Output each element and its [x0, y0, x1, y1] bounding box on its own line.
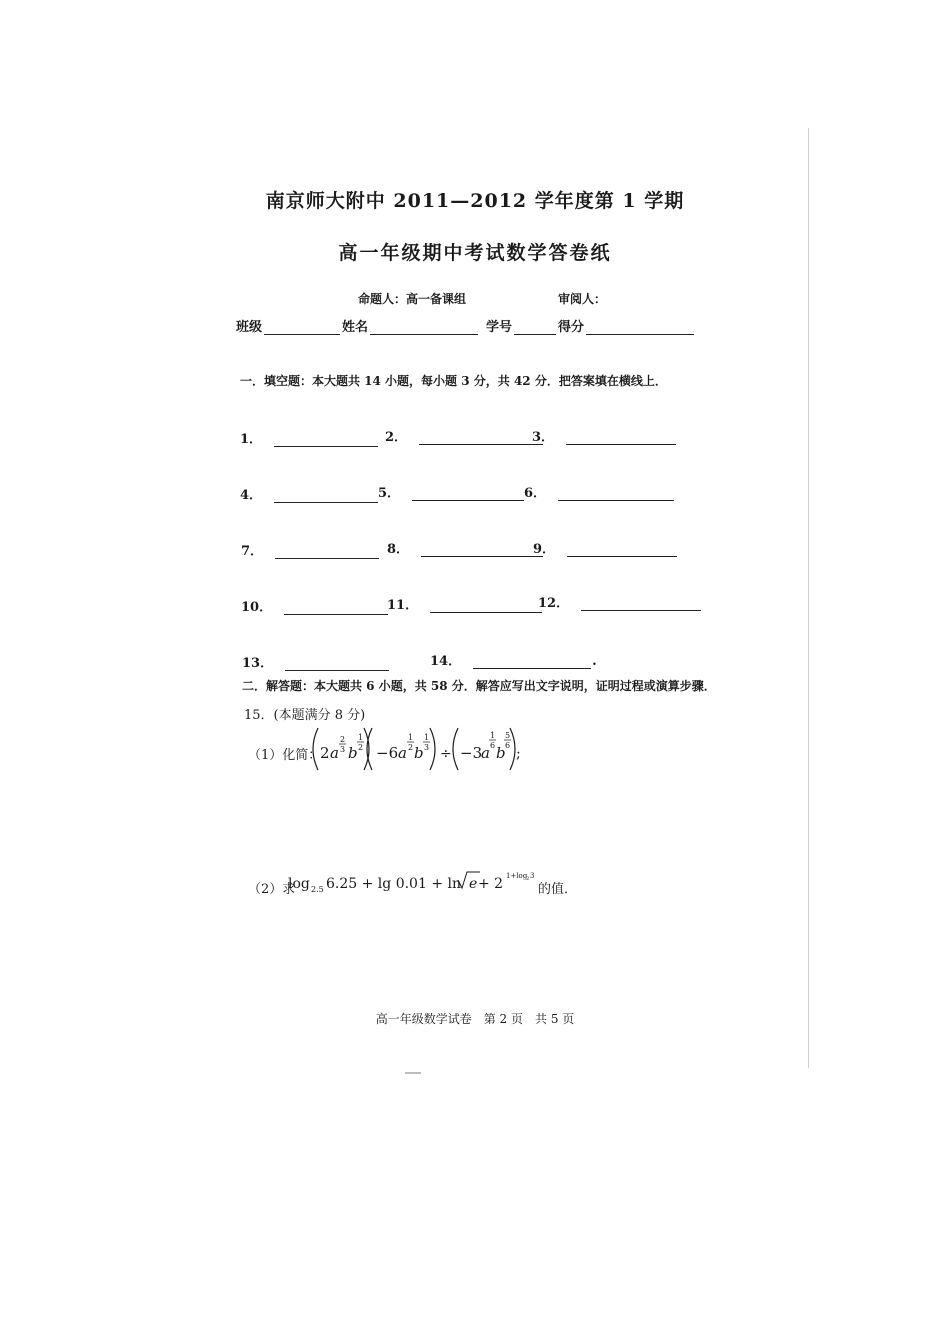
- question-15-part2-label: （2）求: [248, 882, 296, 897]
- answer-item-11: [387, 594, 542, 613]
- answer-number: 5．: [378, 486, 401, 501]
- answer-item-10: [241, 596, 388, 615]
- svg-text:÷: ÷: [440, 746, 452, 762]
- svg-text:;: ;: [516, 746, 521, 762]
- answer-item-9: [533, 538, 677, 557]
- svg-text:2.5: 2.5: [311, 885, 324, 894]
- svg-text:1+log: 1+log: [506, 872, 528, 880]
- answer-number: 9．: [533, 542, 556, 557]
- answer-item-7: [241, 540, 379, 559]
- svg-text:3: 3: [340, 745, 346, 754]
- svg-text:3: 3: [424, 743, 430, 752]
- answer-number: 2．: [385, 430, 408, 445]
- question-15-part2-suffix: 的值．: [538, 882, 578, 897]
- question-15-part1-label: （1）化简：: [248, 748, 322, 763]
- answer-number: 4．: [240, 488, 263, 503]
- answer-item-8: [387, 538, 543, 557]
- q15-part2-power: [478, 866, 538, 896]
- svg-text:2: 2: [320, 744, 330, 762]
- answer-blank[interactable]: [412, 488, 524, 501]
- svg-text:a: a: [481, 744, 490, 762]
- svg-text:1: 1: [408, 733, 414, 742]
- svg-text:−6: −6: [376, 744, 399, 762]
- score-field[interactable]: [586, 320, 694, 335]
- answer-item-5: [378, 482, 524, 501]
- answer-number: 8．: [387, 542, 410, 557]
- svg-text:−3: −3: [460, 744, 483, 762]
- svg-text:b: b: [348, 744, 358, 762]
- answer-item-14: 14． .: [430, 650, 597, 669]
- svg-text:6: 6: [505, 741, 511, 750]
- svg-text:a: a: [398, 744, 407, 762]
- answer-blank[interactable]: [284, 602, 388, 615]
- answer-item-4: [240, 484, 378, 503]
- name-label: 姓名: [342, 320, 369, 335]
- answer-blank[interactable]: [558, 488, 674, 501]
- answer-blank[interactable]: [566, 432, 676, 445]
- answer-number: 12．: [538, 596, 570, 611]
- answer-item-1: [240, 428, 378, 447]
- question-15-title: 15．(本题满分 8 分): [244, 708, 366, 723]
- svg-text:1: 1: [490, 731, 496, 740]
- name-field[interactable]: [370, 320, 478, 335]
- answer-blank[interactable]: [473, 656, 591, 669]
- svg-text:2: 2: [408, 743, 414, 752]
- svg-text:2: 2: [340, 735, 346, 744]
- answer-number: 7．: [241, 544, 264, 559]
- answer-blank[interactable]: [581, 598, 701, 611]
- svg-text:+ 2: + 2: [478, 876, 504, 892]
- svg-text:log: log: [288, 876, 310, 892]
- score-label: 得分: [558, 320, 585, 335]
- answer-number: 6．: [524, 486, 547, 501]
- answer-blank[interactable]: [275, 546, 379, 559]
- svg-text:1: 1: [424, 733, 430, 742]
- answer-item-6: [524, 482, 674, 501]
- svg-text:2: 2: [526, 876, 530, 882]
- exam-subtitle: 高一年级期中考试数学答卷纸: [338, 242, 612, 264]
- answer-blank[interactable]: [285, 658, 389, 671]
- scan-smudge: [405, 1072, 421, 1074]
- svg-text:b: b: [414, 744, 424, 762]
- answer-blank[interactable]: [274, 434, 378, 447]
- section1-heading: 一．填空题：本大题共 14 小题，每小题 3 分，共 42 分．把答案填在横线上．: [240, 374, 667, 388]
- answer-number: 11．: [387, 598, 419, 613]
- answer-item-13: [242, 652, 389, 671]
- reviewer-label: 审阅人：: [558, 292, 607, 306]
- svg-text:e: e: [469, 876, 478, 892]
- answer-item-2: [385, 426, 543, 445]
- answer-item-3: [532, 426, 676, 445]
- q15-part2-expression: [288, 866, 498, 896]
- scan-edge-line: [808, 128, 809, 1068]
- author-label: 命题人：高一备课组: [358, 292, 467, 306]
- section2-heading: 二．解答题：本大题共 6 小题，共 58 分．解答应写出文字说明，证明过程或演算步骤．: [242, 679, 716, 693]
- svg-text:a: a: [330, 744, 339, 762]
- svg-text:5: 5: [505, 731, 511, 740]
- answer-item-12: [538, 592, 701, 611]
- exam-title: 南京师大附中 2011—2012 学年度第 1 学期: [265, 190, 685, 212]
- answer-number: 13．: [242, 656, 274, 671]
- class-field[interactable]: [264, 320, 340, 335]
- id-label: 学号: [486, 320, 513, 335]
- answer-number: 1．: [240, 432, 263, 447]
- svg-text:2: 2: [358, 743, 364, 752]
- answer-blank[interactable]: [567, 544, 677, 557]
- answer-blank[interactable]: [421, 544, 543, 557]
- page-footer: 高一年级数学试卷 第 2 页 共 5 页: [375, 1012, 575, 1026]
- answer-number: 14．: [430, 654, 462, 669]
- answer-blank[interactable]: [274, 490, 378, 503]
- svg-text:6.25 + lg 0.01 + ln: 6.25 + lg 0.01 + ln: [326, 876, 461, 892]
- answer-blank[interactable]: [430, 600, 542, 613]
- class-label: 班级: [236, 320, 263, 335]
- student-info-row: [236, 316, 696, 335]
- answer-number: 10．: [241, 600, 273, 615]
- q15-part1-expression: [306, 722, 516, 776]
- q15-part1-closing: [508, 722, 528, 776]
- svg-text:3: 3: [530, 872, 535, 880]
- svg-text:1: 1: [358, 733, 364, 742]
- id-field[interactable]: [514, 320, 556, 335]
- svg-text:6: 6: [490, 741, 496, 750]
- svg-text:b: b: [496, 744, 506, 762]
- answer-blank[interactable]: [419, 432, 543, 445]
- answer-number: 3．: [532, 430, 555, 445]
